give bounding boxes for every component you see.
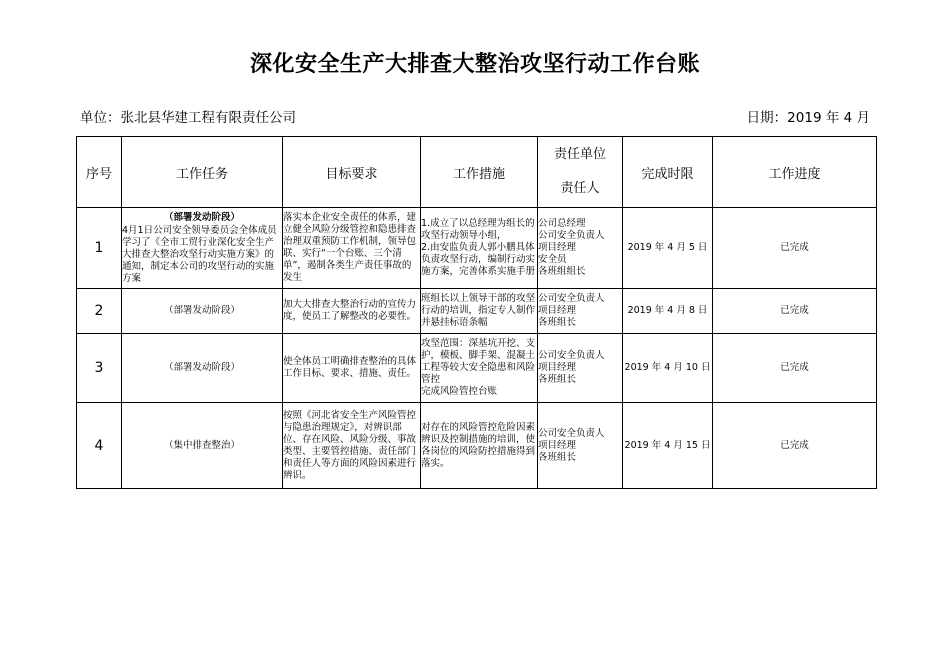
row-goal: 按照《河北省安全生产风险管控与隐患治理规定》，对辨识部位、存在风险、风险分级、事故类型、主要管控措施、责任部门和责任人等方面的风险因素进行辨识。	[283, 403, 421, 489]
resp-line: 公司总经理	[538, 218, 586, 229]
task-stage: （部署发动阶段）	[163, 305, 240, 316]
resp-line: 项目经理	[538, 362, 577, 373]
page-title: 深化安全生产大排查大整治攻坚行动工作台账	[249, 52, 700, 77]
work-ledger-table	[76, 136, 877, 489]
row-task	[122, 403, 283, 489]
row-goal: 落实本企业安全责任的体系，建立健全风险分级管控和隐患排查治理双重预防工作机制，领导包联、实行“一个台账、三个清单”，遏制各类生产责任事故的发生	[283, 208, 421, 289]
row-task	[122, 208, 283, 289]
header-task: 工作任务	[122, 137, 283, 208]
table-header-row	[77, 137, 877, 208]
header-num: 序号	[77, 137, 122, 208]
measure-line: 对存在的风险管控危险因素辨识及控制措施的培训，使各岗位的风险防控措施得到落实。	[421, 421, 536, 469]
header-progress: 工作进度	[713, 137, 877, 208]
header-resp-unit: 责任单位	[553, 147, 606, 162]
resp-line: 各班组组长	[538, 266, 586, 277]
table-row	[77, 334, 877, 403]
table-row	[77, 208, 877, 289]
table-row	[77, 289, 877, 334]
row-measure	[421, 289, 538, 334]
row-goal: 使全体员工明确排查整治的具体工作目标、要求、措施、责任。	[283, 334, 421, 403]
task-stage: （集中排查整治）	[163, 439, 240, 451]
row-measure	[421, 208, 538, 289]
measure-line: 攻坚范围：深基坑开挖、支护，模板、脚手架、混凝土工程等较大安全隐患和风险管控	[421, 338, 536, 385]
row-task	[122, 289, 283, 334]
company-unit: 单位：张北县华建工程有限责任公司	[80, 110, 296, 126]
task-stage: （部署发动阶段）	[163, 211, 240, 223]
resp-line: 各班组长	[538, 317, 577, 328]
row-responsible	[538, 289, 623, 334]
row-measure	[421, 334, 538, 403]
row-progress: 已完成	[713, 289, 877, 334]
row-num: 3	[77, 334, 122, 403]
row-progress: 已完成	[713, 403, 877, 489]
row-num: 1	[77, 208, 122, 289]
row-progress: 已完成	[713, 208, 877, 289]
measure-line: 完成风险管控台账	[421, 386, 498, 397]
resp-line: 公司安全负责人	[538, 230, 605, 241]
row-deadline: 2019 年 4 月 15 日	[623, 403, 713, 489]
row-measure	[421, 403, 538, 489]
header-deadline: 完成时限	[623, 137, 713, 208]
resp-line: 公司安全负责人	[538, 293, 605, 304]
resp-line: 安全员	[538, 254, 567, 265]
row-deadline: 2019 年 4 月 10 日	[623, 334, 713, 403]
header-resp-person: 责任人	[560, 181, 600, 196]
header-responsible	[538, 137, 623, 208]
row-responsible	[538, 334, 623, 403]
measure-line: 2.由安监负责人郭小鹏具体负责攻坚行动，编制行动实施方案，完善体系实施手册	[421, 242, 536, 277]
measure-line: 1.成立了以总经理为组长的攻坚行动领导小组，	[421, 218, 535, 241]
header-goal: 目标要求	[283, 137, 421, 208]
header-measure: 工作措施	[421, 137, 538, 208]
row-deadline: 2019 年 4 月 8 日	[623, 289, 713, 334]
resp-line: 各班组长	[538, 374, 577, 385]
row-task	[122, 334, 283, 403]
resp-line: 项目经理	[538, 305, 577, 316]
row-progress: 已完成	[713, 334, 877, 403]
resp-line: 公司安全负责人	[538, 350, 605, 361]
row-responsible	[538, 403, 623, 489]
resp-line: 项目经理	[538, 439, 577, 451]
row-goal: 加大大排查大整治行动的宣传力度，使员工了解整改的必要性。	[283, 289, 421, 334]
resp-line: 公司安全负责人	[538, 427, 605, 439]
table-row	[77, 403, 877, 489]
report-date: 日期：2019 年 4 月	[746, 110, 870, 126]
row-num: 2	[77, 289, 122, 334]
row-responsible	[538, 208, 623, 289]
resp-line: 各班组长	[538, 451, 577, 463]
row-deadline: 2019 年 4 月 5 日	[623, 208, 713, 289]
resp-line: 项目经理	[538, 242, 577, 253]
task-desc: 4月1日公司安全领导委员会全体成员学习了《全市工贸行业深化安全生产大排查大整治攻坚行动实施方案》的通知，制定本公司的攻坚行动的实施方案	[122, 224, 277, 284]
row-num: 4	[77, 403, 122, 489]
measure-line: 班组长以上领导干部的攻坚行动的培训，指定专人制作并悬挂标语条幅	[421, 293, 536, 328]
task-stage: （部署发动阶段）	[163, 362, 240, 373]
